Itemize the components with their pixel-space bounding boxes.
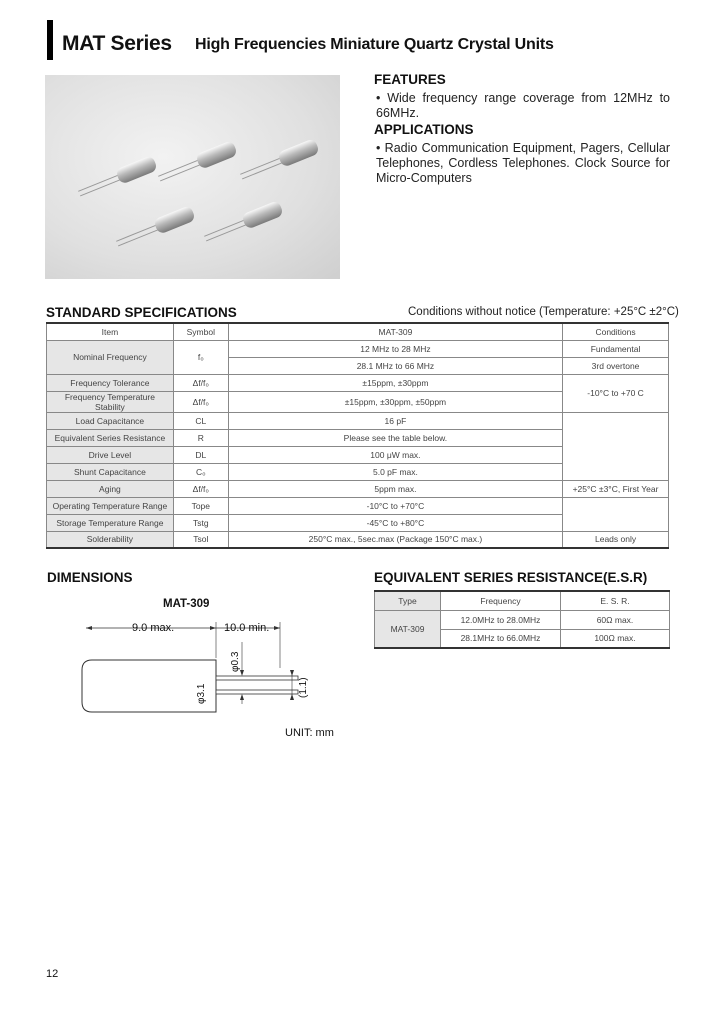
table-row <box>375 610 670 629</box>
series-title: MAT Series <box>62 32 172 55</box>
row-symbol: Δf/f₀ <box>173 374 228 391</box>
applications-item: • Radio Communication Equipment, Pagers, Cellular Telephones, Cordless Telephones. Clock Source for Micro-Computers <box>376 141 670 185</box>
dimension-drawing <box>70 612 340 722</box>
row-item: Nominal Frequency <box>47 340 174 374</box>
row-item: Drive Level <box>47 446 174 463</box>
dimensions-heading: DIMENSIONS <box>47 570 133 585</box>
row-item: Frequency Temperature Stability <box>47 391 174 412</box>
row-condition: +25°C ±3°C, First Year <box>563 480 669 497</box>
row-condition: Leads only <box>563 531 669 548</box>
row-symbol: Tope <box>173 497 228 514</box>
row-item: Solderability <box>47 531 174 548</box>
row-symbol: Δf/f₀ <box>173 391 228 412</box>
row-condition: -10°C to +70 C <box>563 374 669 412</box>
col-type: Type <box>375 591 441 610</box>
row-value: ±15ppm, ±30ppm, ±50ppm <box>228 391 562 412</box>
body-diameter-label: φ3.1 <box>196 683 207 704</box>
lead-bottom <box>216 690 298 694</box>
table-row <box>47 374 669 391</box>
row-frequency: 12.0MHz to 28.0MHz <box>441 610 561 629</box>
unit-label: UNIT: mm <box>285 727 334 739</box>
row-item: Operating Temperature Range <box>47 497 174 514</box>
row-value: ±15ppm, ±30ppm <box>228 374 562 391</box>
arrow-icon <box>274 626 280 630</box>
specs-conditions-note: Conditions without notice (Temperature: +25°C ±2°C) <box>408 306 679 318</box>
dimensions-model: MAT-309 <box>163 598 210 610</box>
row-esr: 100Ω max. <box>561 629 670 648</box>
table-row <box>47 412 669 429</box>
table-header-row <box>47 323 669 340</box>
arrow-icon <box>290 694 294 700</box>
arrow-icon <box>86 626 92 630</box>
table-row <box>47 340 669 357</box>
row-symbol: CL <box>173 412 228 429</box>
row-item: Load Capacitance <box>47 412 174 429</box>
arrow-icon <box>240 694 244 700</box>
esr-heading: EQUIVALENT SERIES RESISTANCE(E.S.R) <box>374 570 648 585</box>
row-condition: 3rd overtone <box>563 357 669 374</box>
row-type: MAT-309 <box>375 610 441 648</box>
row-item: Equivalent Series Resistance <box>47 429 174 446</box>
row-value: Please see the table below. <box>228 429 562 446</box>
title-bar <box>47 20 53 60</box>
col-conditions: Conditions <box>563 323 669 340</box>
applications-item-text: Radio Communication Equipment, Pagers, Cellular Telephones, Cordless Telephones. Clock Source for Micro-Computers <box>376 141 670 185</box>
row-esr: 60Ω max. <box>561 610 670 629</box>
row-condition: Fundamental <box>563 340 669 357</box>
row-frequency: 28.1MHz to 66.0MHz <box>441 629 561 648</box>
arrow-icon <box>210 626 216 630</box>
row-item: Frequency Tolerance <box>47 374 174 391</box>
features-heading: FEATURES <box>374 72 446 87</box>
row-symbol: DL <box>173 446 228 463</box>
lead-top <box>216 676 298 680</box>
lead-pitch-label: (1.1) <box>298 677 309 698</box>
table-row <box>47 531 669 548</box>
col-item: Item <box>47 323 174 340</box>
page-number: 12 <box>46 968 59 980</box>
specs-heading: STANDARD SPECIFICATIONS <box>46 305 237 320</box>
row-item: Aging <box>47 480 174 497</box>
row-symbol: C₀ <box>173 463 228 480</box>
col-esr: E. S. R. <box>561 591 670 610</box>
arrow-icon <box>290 670 294 676</box>
row-symbol: f₀ <box>173 340 228 374</box>
table-row <box>47 497 669 514</box>
table-row <box>47 480 669 497</box>
row-item: Storage Temperature Range <box>47 514 174 531</box>
features-item: • Wide frequency range coverage from 12MHz to 66MHz. <box>376 91 670 120</box>
crystal-units-illustration <box>45 75 340 279</box>
row-symbol: Δf/f₀ <box>173 480 228 497</box>
row-condition-empty <box>563 497 669 531</box>
body-length-label: 9.0 max. <box>132 622 175 634</box>
product-photo <box>45 75 340 279</box>
row-condition-empty <box>563 412 669 480</box>
row-value: 28.1 MHz to 66 MHz <box>228 357 562 374</box>
row-symbol: Tsol <box>173 531 228 548</box>
row-value: 5ppm max. <box>228 480 562 497</box>
col-symbol: Symbol <box>173 323 228 340</box>
row-value: 250°C max., 5sec.max (Package 150°C max.) <box>228 531 562 548</box>
row-value: -10°C to +70°C <box>228 497 562 514</box>
esr-table <box>374 590 670 649</box>
applications-heading: APPLICATIONS <box>374 122 474 137</box>
lead-diameter-label: φ0.3 <box>230 651 241 672</box>
row-symbol: Tstg <box>173 514 228 531</box>
row-symbol: R <box>173 429 228 446</box>
lead-length-label: 10.0 min. <box>224 622 270 634</box>
col-model: MAT-309 <box>228 323 562 340</box>
row-value: 100 μW max. <box>228 446 562 463</box>
row-value: -45°C to +80°C <box>228 514 562 531</box>
table-header-row <box>375 591 670 610</box>
specs-table <box>46 322 669 549</box>
series-subtitle: High Frequencies Miniature Quartz Crystal Units <box>195 36 554 53</box>
row-value: 12 MHz to 28 MHz <box>228 340 562 357</box>
row-value: 16 pF <box>228 412 562 429</box>
col-frequency: Frequency <box>441 591 561 610</box>
features-item-text: Wide frequency range coverage from 12MHz to 66MHz. <box>376 91 670 120</box>
row-item: Shunt Capacitance <box>47 463 174 480</box>
row-value: 5.0 pF max. <box>228 463 562 480</box>
